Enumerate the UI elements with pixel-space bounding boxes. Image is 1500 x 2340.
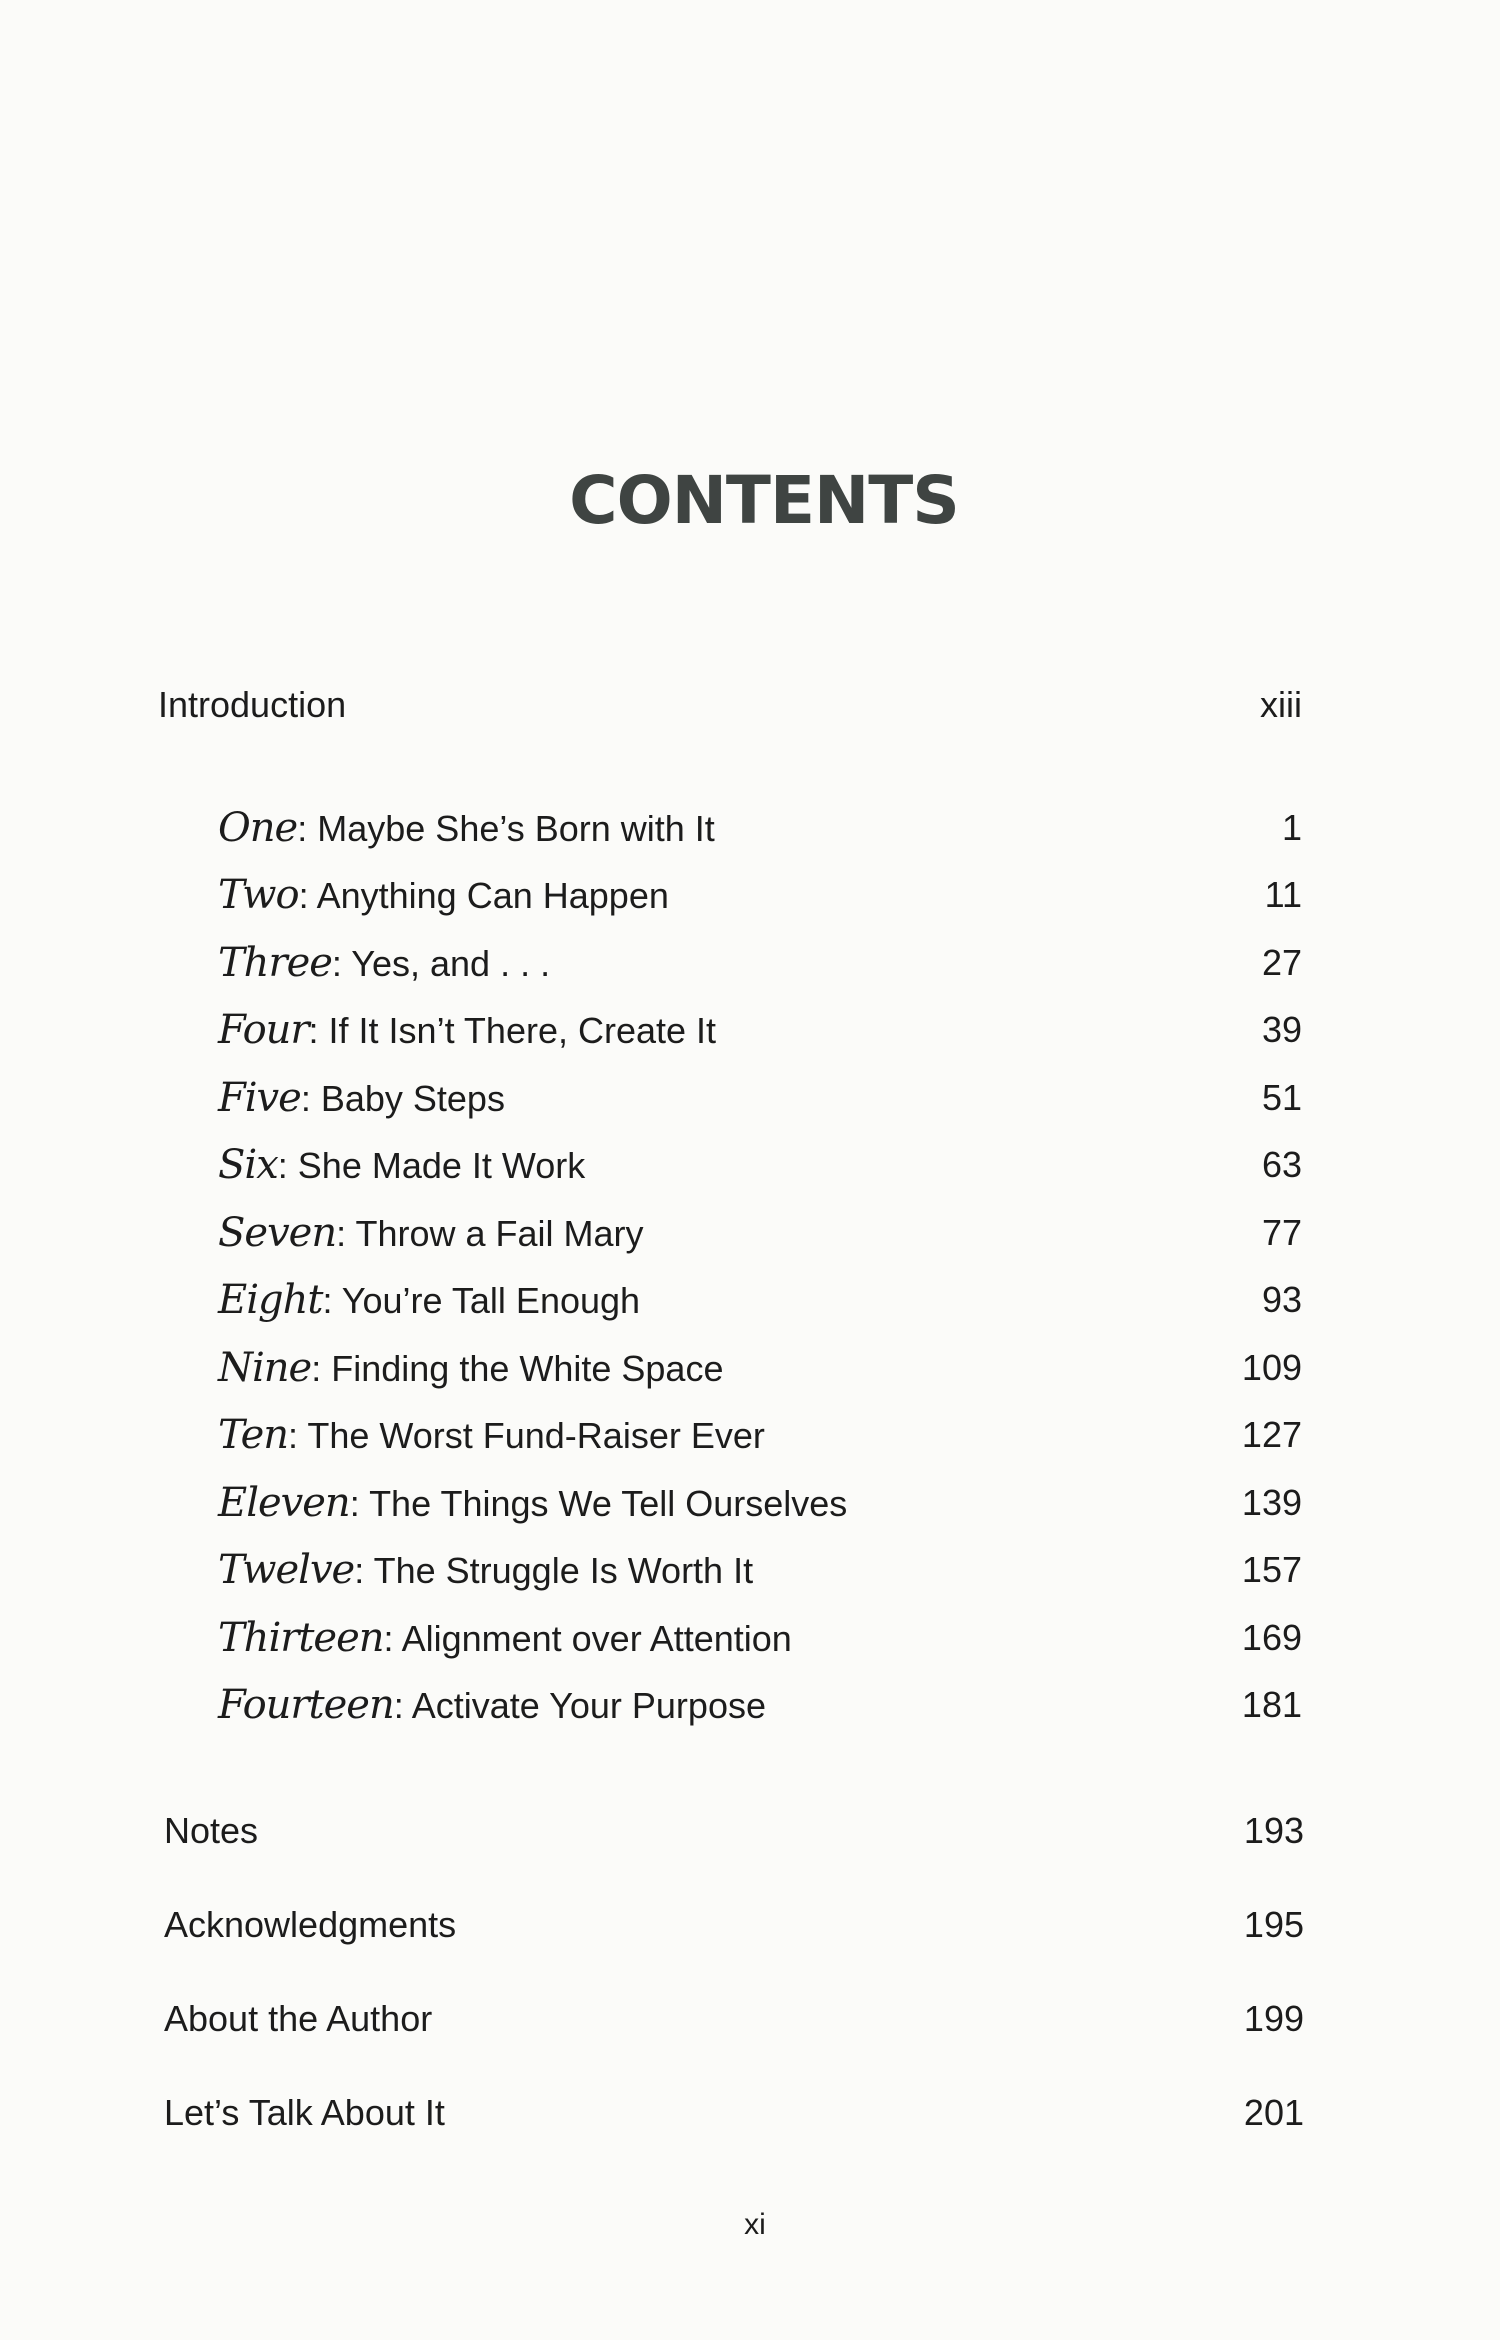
chapter-title: Anything Can Happen: [316, 875, 669, 916]
toc-entry-acknowledgments: [164, 1900, 1304, 1950]
chapter-title: Maybe She’s Born with It: [317, 808, 715, 849]
toc-chapter: [218, 1410, 1302, 1460]
toc-chapter-label: Nine: Finding the White Space: [218, 1345, 724, 1391]
toc-chapter: [218, 1545, 1302, 1595]
toc-chapter: [218, 1208, 1302, 1258]
chapter-number-word: Three: [218, 940, 332, 986]
toc-chapter-label: Seven: Throw a Fail Mary: [218, 1210, 644, 1256]
chapter-number-word: One: [218, 805, 298, 851]
page-number: xi: [744, 2208, 766, 2241]
toc-chapter-label: Thirteen: Alignment over Attention: [218, 1615, 792, 1661]
chapter-title: The Worst Fund-Raiser Ever: [307, 1415, 765, 1456]
chapter-number-word: Nine: [218, 1345, 312, 1391]
toc-chapter-label: Three: Yes, and . . .: [218, 940, 551, 986]
chapter-number-word: Eleven: [218, 1480, 350, 1526]
chapter-page: 11: [1264, 874, 1302, 915]
toc-entry-label: Introduction: [158, 684, 347, 725]
chapter-page: 1: [1281, 807, 1302, 848]
toc-entry-label: About the Author: [164, 1998, 433, 2039]
toc-chapter: [218, 1680, 1302, 1730]
toc-entry-label: Acknowledgments: [164, 1904, 457, 1945]
toc-entry-notes: [164, 1806, 1304, 1856]
toc-entry-label: Let’s Talk About It: [164, 2092, 445, 2133]
toc-chapter: [218, 1140, 1302, 1190]
toc-chapter: [218, 803, 1302, 853]
toc-chapter: [218, 1343, 1302, 1393]
toc-chapter-label: Ten: The Worst Fund-Raiser Ever: [218, 1412, 765, 1458]
toc-chapter-label: Six: She Made It Work: [218, 1142, 586, 1188]
chapter-page: 93: [1261, 1279, 1302, 1320]
chapter-title: The Things We Tell Ourselves: [369, 1483, 848, 1524]
chapter-page: 139: [1241, 1482, 1302, 1523]
toc-entry-page: 195: [1243, 1904, 1304, 1945]
chapter-page: 181: [1241, 1684, 1302, 1725]
chapter-page: 127: [1241, 1414, 1302, 1455]
page-title: CONTENTS: [569, 462, 959, 539]
toc-chapter: [218, 1275, 1302, 1325]
toc-chapter-label: Four: If It Isn’t There, Create It: [218, 1007, 717, 1053]
toc-entry-page: 193: [1243, 1810, 1304, 1851]
chapter-page: 169: [1241, 1617, 1302, 1658]
toc-chapter-label: One: Maybe She’s Born with It: [218, 805, 715, 851]
chapter-title: Alignment over Attention: [401, 1618, 792, 1659]
toc-chapter-label: Two: Anything Can Happen: [218, 872, 669, 918]
toc-chapter: [218, 1478, 1302, 1528]
toc-entry-label: Notes: [164, 1810, 259, 1851]
toc-chapter: [218, 1613, 1302, 1663]
chapter-title: She Made It Work: [297, 1145, 586, 1186]
toc-entry-page: 201: [1243, 2092, 1304, 2133]
toc-chapter: [218, 870, 1302, 920]
chapter-number-word: Two: [218, 872, 299, 918]
chapter-title: Activate Your Purpose: [411, 1685, 766, 1726]
chapter-page: 157: [1241, 1549, 1302, 1590]
chapter-title: If It Isn’t There, Create It: [328, 1010, 717, 1051]
chapter-title: Finding the White Space: [331, 1348, 724, 1389]
chapter-page: 39: [1261, 1009, 1302, 1050]
chapter-page: 63: [1261, 1144, 1302, 1185]
toc-chapter: [218, 1005, 1302, 1055]
chapter-number-word: Fourteen: [218, 1682, 394, 1728]
toc-chapter-label: Five: Baby Steps: [218, 1075, 505, 1121]
chapter-number-word: Ten: [218, 1412, 289, 1458]
chapter-title: Yes, and . . .: [351, 943, 551, 984]
chapter-page: 51: [1261, 1077, 1302, 1118]
toc-entry-about-the-author: [164, 1994, 1304, 2044]
toc-chapter-label: Fourteen: Activate Your Purpose: [218, 1682, 766, 1728]
toc-chapter: [218, 1073, 1302, 1123]
chapter-number-word: Twelve: [218, 1547, 355, 1593]
chapter-number-word: Seven: [218, 1210, 337, 1256]
toc-entry-introduction: [158, 680, 1302, 730]
chapter-page: 109: [1241, 1347, 1302, 1388]
toc-chapter-label: Eight: You’re Tall Enough: [218, 1277, 641, 1323]
toc-entry-lets-talk-about-it: [164, 2088, 1304, 2138]
chapter-title: The Struggle Is Worth It: [373, 1550, 754, 1591]
chapter-page: 27: [1261, 942, 1302, 983]
chapter-number-word: Thirteen: [218, 1615, 384, 1661]
chapter-number-word: Five: [218, 1075, 301, 1121]
chapter-number-word: Four: [218, 1007, 309, 1053]
chapter-title: You’re Tall Enough: [341, 1280, 641, 1321]
chapter-page: 77: [1261, 1212, 1302, 1253]
chapter-title: Throw a Fail Mary: [355, 1213, 644, 1254]
toc-entry-page: xiii: [1260, 684, 1302, 725]
chapter-title: Baby Steps: [320, 1078, 505, 1119]
chapter-number-word: Six: [218, 1142, 278, 1188]
toc-chapter-label: Eleven: The Things We Tell Ourselves: [218, 1480, 848, 1526]
toc-chapter-label: Twelve: The Struggle Is Worth It: [218, 1547, 754, 1593]
toc-chapter: [218, 938, 1302, 988]
toc-entry-page: 199: [1243, 1998, 1304, 2039]
chapter-number-word: Eight: [218, 1277, 323, 1323]
